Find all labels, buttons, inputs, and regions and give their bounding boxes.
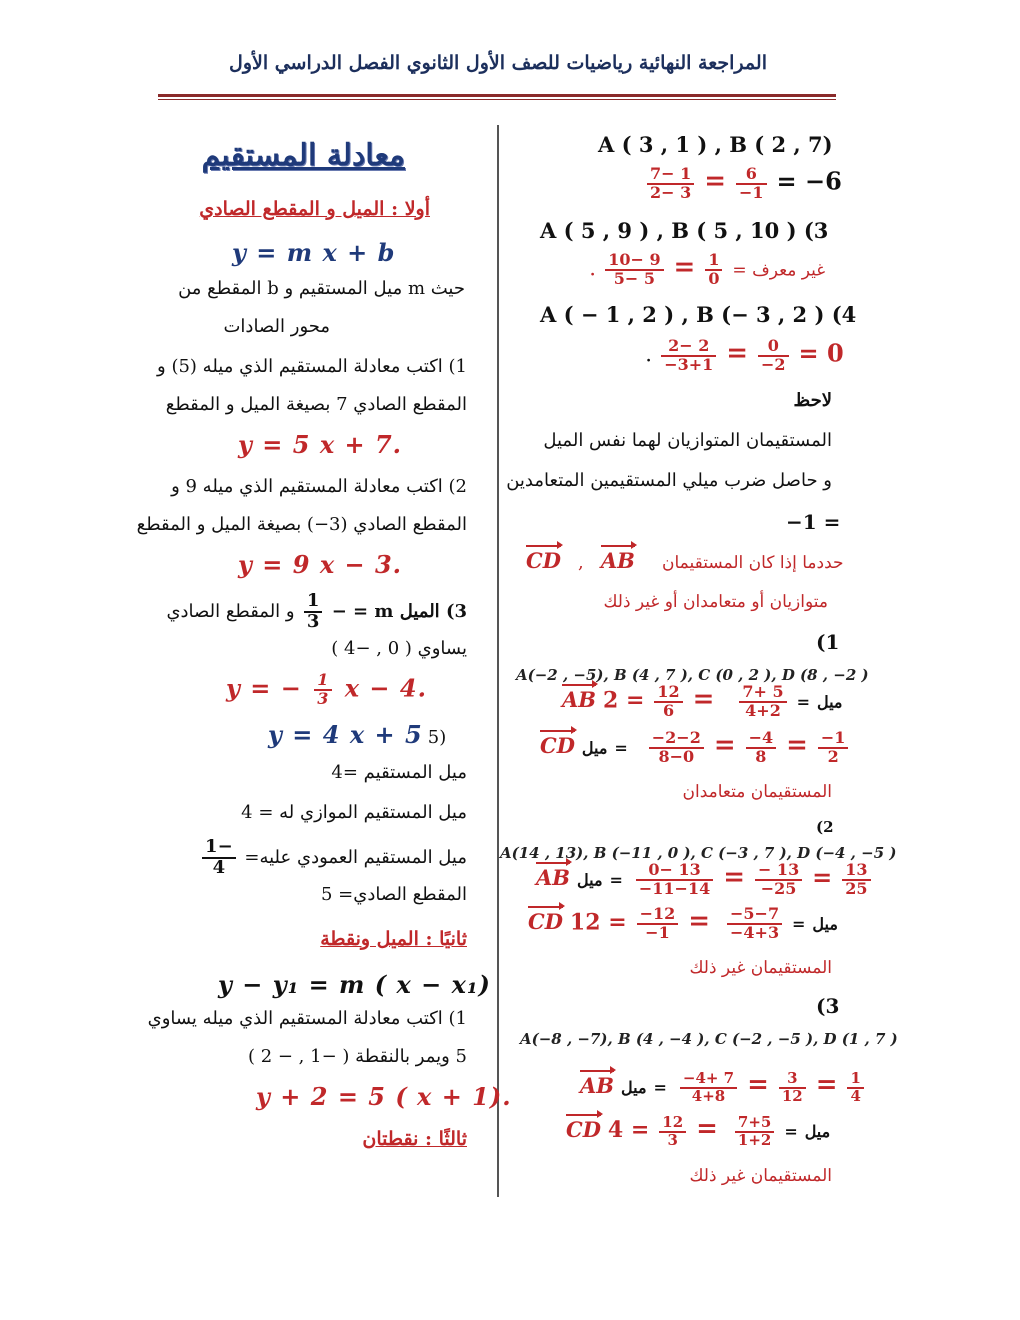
note-line-1: المستقيمان المتوازيان لهما نفس الميل xyxy=(543,430,832,451)
p2-cd-eq-sign: = xyxy=(688,906,711,937)
example-2-slope xyxy=(644,166,842,202)
e4-d1: −3+1 xyxy=(664,354,714,374)
p1-ab-eq: = xyxy=(796,692,811,712)
p2-ab-slope-word: ميل xyxy=(577,870,603,890)
p1-cd-d1: 8−0 xyxy=(658,746,695,766)
problem-3-number: (3 xyxy=(816,994,840,1018)
header-rule xyxy=(158,94,836,97)
q5-perpendicular-slope xyxy=(199,838,467,878)
point-slope-question-line-1: 1) اكتب معادلة المستقيم الذي ميله يساوي xyxy=(147,1008,467,1029)
p1-ab-frac-2 xyxy=(654,684,682,720)
example-4-slope xyxy=(646,338,844,374)
p2-ab-d3: 25 xyxy=(845,878,868,898)
q3-ans-part-a: y = − xyxy=(226,673,302,703)
example-3-points: A ( 5 , 9 ) , B ( 5 , 10 ) (3 xyxy=(540,218,829,243)
problem-3-ab-slope xyxy=(580,1070,867,1104)
note-line-2: و حاصل ضرب ميلي المستقيمين المتعامدين xyxy=(506,470,832,491)
p3-ab-n3: 1 xyxy=(847,1071,863,1089)
e2-frac-2 xyxy=(736,166,767,202)
p3-cd-d1: 1+2 xyxy=(737,1130,772,1149)
p2-cd-n1: −5−7 xyxy=(727,906,782,925)
p1-ab-n2: 12 xyxy=(654,684,682,703)
task-line-1 xyxy=(526,548,844,573)
p3-vec-cd: CD xyxy=(566,1117,601,1142)
problem-2-result: المستقيمان غير ذلك xyxy=(689,958,832,978)
p3-ab-d2: 12 xyxy=(781,1086,803,1105)
question-3-line-2: يساوي ( 0 , −4 ) xyxy=(331,638,467,659)
problem-2-number: (2 xyxy=(816,818,834,836)
problem-1-cd-slope xyxy=(540,730,851,766)
e3-d1: 5− 5 xyxy=(613,268,656,288)
p3-ab-eq-sign-2: = xyxy=(815,1070,838,1100)
e3-d2: 0 xyxy=(708,268,720,288)
p1-ab-result: = 2 xyxy=(603,687,645,714)
e4-frac-1 xyxy=(661,338,716,374)
p2-cd-eq: = xyxy=(792,914,806,934)
p1-cd-frac-2 xyxy=(746,730,777,766)
e3-n1: 10− 9 xyxy=(605,252,663,271)
example-3-slope xyxy=(590,252,825,288)
e2-n1: 7− 1 xyxy=(647,166,694,185)
task-vec-cd: CD xyxy=(526,548,561,573)
question-2-line-2: المقطع الصادي (3−) بصيغة الميل و المقطع xyxy=(136,514,467,535)
e4-frac-2 xyxy=(758,338,789,374)
p1-cd-eq: = xyxy=(614,738,628,758)
q5-slope: ميل المستقيم =4 xyxy=(331,762,467,783)
point-slope-answer: y + 2 = 5 ( x + 1). xyxy=(256,1082,512,1111)
p1-cd-frac-1 xyxy=(649,730,704,766)
p2-cd-n2: −12 xyxy=(637,906,679,925)
note-label: لاحظ xyxy=(793,390,832,411)
q5-perp-num: −1 xyxy=(202,838,236,859)
p1-cd-frac-3 xyxy=(818,730,849,766)
p2-ab-frac-3 xyxy=(842,862,870,898)
p2-cd-result: = 12 xyxy=(569,909,627,936)
problem-2-ab-slope xyxy=(536,862,874,898)
p3-cd-n2: 12 xyxy=(659,1115,686,1133)
definition-line-1: حيث m ميل المستقيم و b المقطع من xyxy=(178,278,465,299)
page-header: المراجعة النهائية رياضيات للصف الأول الثانوي الفصل الدراسي الأول xyxy=(229,52,767,74)
e4-eq-sign: = xyxy=(726,338,749,369)
task-vec-ab: AB xyxy=(600,548,635,573)
e2-eq-sign: = xyxy=(704,166,727,197)
p2-cd-d2: −1 xyxy=(645,922,670,942)
question-1-line-2: المقطع الصادي 7 بصيغة الميل و المقطع xyxy=(165,394,467,415)
q3-frac-den: 3 xyxy=(306,610,320,632)
p2-ab-eq-sign-2: = xyxy=(812,862,833,892)
q3-fraction xyxy=(304,592,323,632)
p2-ab-n1: 0− 13 xyxy=(636,862,713,881)
e4-n2: 0 xyxy=(758,338,789,357)
p2-ab-d1: −11−14 xyxy=(638,878,711,898)
task-line-2: متوازيان أو متعامدان أو غير ذلك xyxy=(603,592,828,612)
problem-1-points: A(−2 , −5), B (4 , 7 ), C (0 , 2 ), D (8 , −2 ) xyxy=(516,666,869,684)
e4-dot: . xyxy=(646,347,652,366)
p3-cd-frac-2 xyxy=(659,1112,686,1149)
question-2-line-1: 2) اكتب معادلة المستقيم الذي ميله 9 و xyxy=(171,476,467,497)
problem-1-result: المستقيمان متعامدان xyxy=(682,782,832,802)
q3-suffix: و المقطع الصادي xyxy=(166,600,295,622)
header-rule-thin xyxy=(158,99,836,100)
definition-line-2: محور الصادات xyxy=(223,316,330,337)
problem-2-cd-slope xyxy=(528,906,838,942)
p1-cd-eq-sign-1: = xyxy=(713,730,736,761)
p1-cd-d3: 2 xyxy=(827,746,839,766)
e4-n1: 2− 2 xyxy=(661,338,716,357)
example-4-points: A ( − 1 , 2 ) , B (− 3 , 2 ) (4 xyxy=(540,302,857,327)
p1-cd-slope-word: ميل xyxy=(581,738,608,758)
p2-ab-eq-sign-1: = xyxy=(723,862,745,893)
subtitle-point-slope: ثانيًا : الميل ونقطة xyxy=(320,928,467,950)
question-5-line xyxy=(268,720,446,749)
p2-vec-ab: AB xyxy=(536,865,571,891)
point-slope-question-line-2: 5 ويمر بالنقطة ( −1 , − 2 ) xyxy=(247,1046,467,1067)
p3-ab-slope-word: ميل xyxy=(621,1078,647,1097)
q3-ans-den: 3 xyxy=(317,688,330,708)
question-3-line-1 xyxy=(166,592,467,632)
p1-ab-frac-1 xyxy=(739,684,786,720)
p3-cd-frac-1 xyxy=(735,1112,774,1149)
problem-1-number: (1 xyxy=(816,630,840,654)
p2-ab-eq: = xyxy=(609,870,623,890)
p1-ab-n1: 7+ 5 xyxy=(739,684,786,703)
subtitle-slope-intercept: أولا : الميل و المقطع الصادي xyxy=(199,198,430,220)
p1-cd-n3: −1 xyxy=(818,730,849,749)
q5-perp-den: 4 xyxy=(212,856,226,878)
q5-number: 5) xyxy=(427,727,447,748)
p2-ab-frac-2 xyxy=(755,862,802,898)
p3-cd-d2: 3 xyxy=(667,1130,678,1149)
question-2-answer: y = 9 x − 3. xyxy=(238,550,403,579)
example-2-points: A ( 3 , 1 ) , B ( 2 , 7) xyxy=(598,132,833,157)
p2-ab-n3: 13 xyxy=(842,862,870,881)
p3-cd-eq: = xyxy=(784,1122,798,1141)
problem-1-ab-slope xyxy=(562,684,843,720)
p3-ab-eq-sign-1: = xyxy=(747,1070,769,1100)
note-line-3: −1 = xyxy=(786,510,841,534)
subtitle-two-points: ثالثًا : نقطتان xyxy=(362,1128,467,1150)
e3-frac-2 xyxy=(705,252,722,288)
p1-cd-d2: 8 xyxy=(755,746,767,766)
problem-2-points: A(14 , 13), B (−11 , 0 ), C (−3 , 7 ), D (−4 , −5 ) xyxy=(500,844,897,862)
p3-ab-n1: −4+ 7 xyxy=(680,1071,737,1089)
task-text: حددما إذا كان المستقيمان xyxy=(662,553,844,573)
q5-perp-label: ميل المستقيم العمودي عليه= xyxy=(244,846,467,868)
question-1-line-1: 1) اكتب معادلة المستقيم الذي ميله (5) و xyxy=(157,356,467,377)
e3-n2: 1 xyxy=(705,252,722,271)
p3-ab-d3: 4 xyxy=(850,1086,861,1105)
p1-cd-eq-sign-2: = xyxy=(786,730,808,761)
p1-vec-ab: AB xyxy=(562,687,597,713)
e2-frac-1 xyxy=(647,166,694,202)
q3-ans-fraction xyxy=(314,672,332,708)
p3-ab-frac-3 xyxy=(847,1068,863,1105)
q3-ans-num: 1 xyxy=(314,672,332,691)
q3-prefix: 3) الميل m = − xyxy=(331,600,467,622)
p2-cd-d1: −4+3 xyxy=(730,922,780,942)
e4-result: = 0 xyxy=(798,338,844,368)
e3-dot: . xyxy=(590,261,596,280)
p3-vec-ab: AB xyxy=(580,1073,615,1098)
q5-intercept: المقطع الصادي= 5 xyxy=(320,884,467,905)
p3-ab-frac-2 xyxy=(779,1068,806,1105)
problem-3-result: المستقيمان غير ذلك xyxy=(689,1166,832,1186)
p2-vec-cd: CD xyxy=(528,909,563,935)
e3-result: = غير معرف xyxy=(732,260,826,281)
p3-ab-frac-1 xyxy=(680,1068,737,1105)
p2-cd-frac-2 xyxy=(637,906,679,942)
q5-parallel-slope: ميل المستقيم الموازي له = 4 xyxy=(241,802,467,823)
p1-ab-d1: 4+2 xyxy=(745,700,781,720)
q5-perp-fraction xyxy=(202,838,236,878)
e3-frac-1 xyxy=(605,252,663,288)
p1-ab-eq-sign: = xyxy=(692,684,715,715)
p3-cd-n1: 7+5 xyxy=(735,1115,774,1133)
q3-ans-part-b: x − 4. xyxy=(344,673,427,703)
q5-equation: y = 4 x + 5 xyxy=(268,720,423,749)
section-title: معادلة المستقيم xyxy=(201,138,405,173)
p1-ab-slope-word: ميل xyxy=(816,692,843,712)
e2-n2: 6 xyxy=(736,166,767,185)
e2-d2: −1 xyxy=(738,182,764,202)
question-3-answer xyxy=(226,672,427,708)
q3-frac-num: 1 xyxy=(304,592,323,613)
p2-ab-d2: −25 xyxy=(760,878,797,898)
p1-cd-n1: −2−2 xyxy=(649,730,704,749)
column-divider xyxy=(497,125,499,1197)
p3-ab-d1: 4+8 xyxy=(691,1086,726,1105)
p2-cd-slope-word: ميل xyxy=(812,914,838,934)
p3-cd-eq-sign: = xyxy=(696,1114,718,1144)
e4-d2: −2 xyxy=(761,354,786,374)
formula-point-slope: y − y₁ = m ( x − x₁) xyxy=(218,970,491,999)
p1-cd-n2: −4 xyxy=(746,730,777,749)
p3-ab-eq: = xyxy=(653,1078,667,1097)
p3-cd-result: = 4 xyxy=(607,1117,650,1143)
p1-ab-d2: 6 xyxy=(662,700,675,720)
p2-cd-frac-1 xyxy=(727,906,782,942)
p2-ab-frac-1 xyxy=(636,862,713,898)
p3-ab-n2: 3 xyxy=(779,1071,806,1089)
e2-d1: 2− 3 xyxy=(650,182,692,202)
problem-3-cd-slope xyxy=(566,1114,830,1148)
task-comma: , xyxy=(578,552,584,573)
formula-slope-intercept: y = m x + b xyxy=(232,238,396,267)
p2-ab-n2: − 13 xyxy=(755,862,802,881)
p1-vec-cd: CD xyxy=(540,733,575,759)
p3-cd-slope-word: ميل xyxy=(804,1122,831,1141)
e3-eq-sign: = xyxy=(673,252,696,283)
question-1-answer: y = 5 x + 7. xyxy=(238,430,403,459)
problem-3-points: A(−8 , −7), B (4 , −4 ), C (−2 , −5 ), D (1 , 7 ) xyxy=(520,1030,898,1048)
e2-result: = −6 xyxy=(776,166,842,196)
